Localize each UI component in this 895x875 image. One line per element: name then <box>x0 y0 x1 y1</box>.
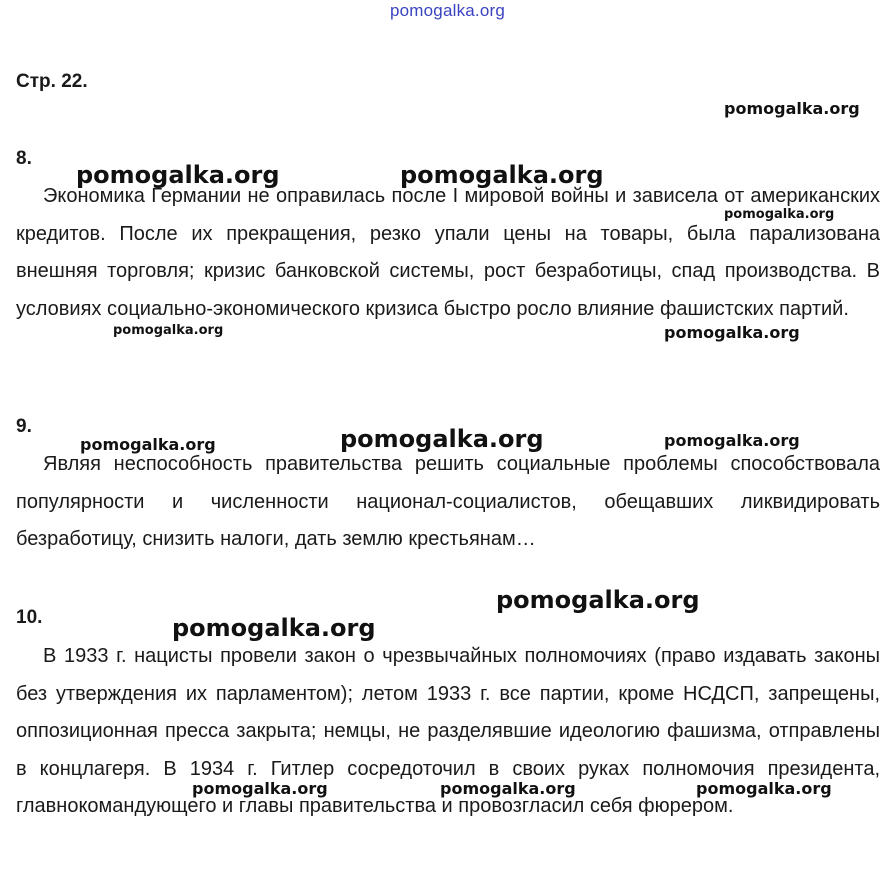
watermark: pomogalka.org <box>340 425 544 453</box>
answer-text-10-content: В 1933 г. нацисты провели закон о чрезвычайных полномочиях (право издавать законы без утверждения их парламентом); летом 1933 г. все партии, кроме НСДСП, запрещены, оппозиционная пресса закрыта; немцы, не разделявшие идеологию фашизма, отправлены в концлагеря. В 1934 г. Гитлер сосредоточил в своих руках полномочия президента, главнокомандующего и главы правительства и провозгласил себя фюрером. <box>16 645 880 817</box>
answer-number-8: 8. <box>16 148 32 169</box>
answer-number-10: 10. <box>16 607 43 628</box>
watermark: pomogalka.org <box>76 161 280 189</box>
answer-text-9 <box>16 446 880 559</box>
watermark: pomogalka.org <box>696 779 832 798</box>
watermark: pomogalka.org <box>664 431 800 450</box>
page-reference: Стр. 22. <box>16 71 88 92</box>
watermark: pomogalka.org <box>400 161 604 189</box>
watermark: pomogalka.org <box>724 207 835 222</box>
answer-text-8 <box>16 178 880 328</box>
watermark: pomogalka.org <box>113 323 224 338</box>
watermark: pomogalka.org <box>172 614 376 642</box>
watermark: pomogalka.org <box>724 99 860 118</box>
answer-number-9: 9. <box>16 416 32 437</box>
watermark: pomogalka.org <box>664 323 800 342</box>
answer-text-10 <box>16 638 880 826</box>
site-watermark-header: pomogalka.org <box>389 1 506 20</box>
watermark: pomogalka.org <box>496 586 700 614</box>
answer-text-9-content: Являя неспособность правительства решить социальные проблемы способствовала популярности и численности национал-социалистов, обещавших ликвидировать безработицу, снизить налоги, дать землю крестьянам… <box>16 453 880 550</box>
watermark: pomogalka.org <box>440 779 576 798</box>
watermark: pomogalka.org <box>192 779 328 798</box>
answer-text-8-content: Экономика Германии не оправилась после I мировой войны и зависела от американских кредитов. После их прекращения, резко упали цены на товары, была парализована внешняя торговля; кризис банковской системы, рост безработицы, спад производства. В условиях социально-экономического кризиса быстро росло влияние фашистских партий. <box>16 185 880 320</box>
watermark: pomogalka.org <box>80 435 216 454</box>
